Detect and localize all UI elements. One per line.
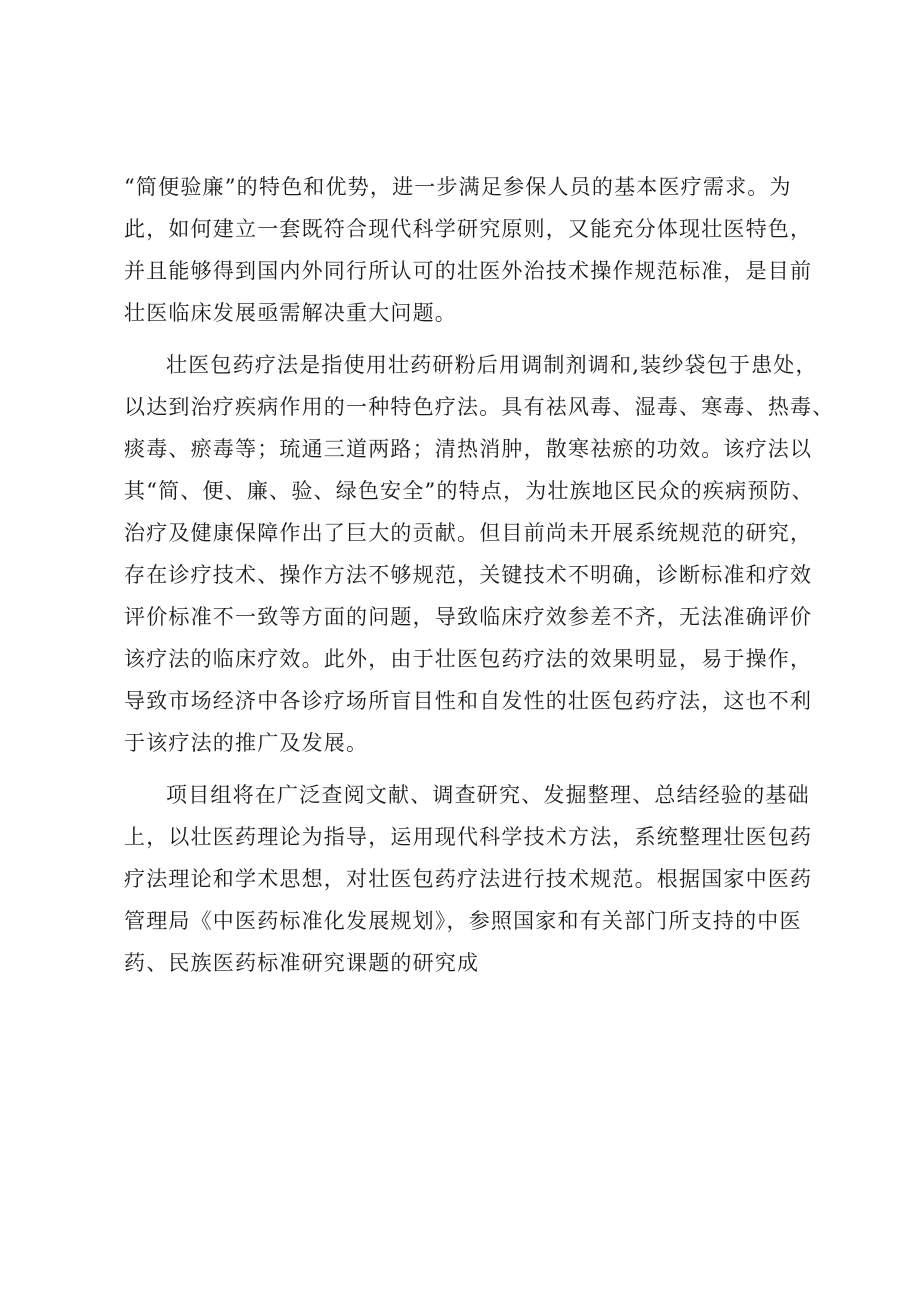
text-line: 管理局《中医药标准化发展规划》，参照国家和有关部门所支持的中医 — [124, 909, 802, 933]
text-line: “简便验廉”的特色和优势，进一步满足参保人员的基本医疗需求。为 — [124, 175, 792, 199]
text-line: 此，如何建立一套既符合现代科学研究原则，又能充分体现壮医特色， — [124, 217, 813, 241]
text-line: 药、民族医药标准研究课题的研究成 — [124, 951, 480, 975]
text-line: 于该疗法的推广及发展。 — [124, 731, 369, 755]
text-line: 项目组将在广泛查阅文献、调查研究、发掘整理、总结经验的基础 — [166, 783, 810, 807]
text-line: 治疗及健康保障作出了巨大的贡献。但目前尚未开展系统规范的研究， — [124, 521, 813, 545]
text-line: 壮医包药疗法是指使用壮药研粉后用调制剂调和,装纱袋包于患处， — [166, 353, 818, 377]
text-line: 壮医临床发展亟需解决重大问题。 — [124, 301, 457, 325]
text-line: 以达到治疗疾病作用的一种特色疗法。具有祛风毒、湿毒、寒毒、热毒、 — [124, 395, 835, 419]
paragraph-3 — [124, 774, 854, 984]
paragraph-spacer — [124, 764, 854, 774]
paragraph-1 — [124, 166, 854, 334]
text-line: 并且能够得到国内外同行所认可的壮医外治技术操作规范标准，是目前 — [124, 259, 813, 283]
text-line: 上，以壮医药理论为指导，运用现代科学技术方法，系统整理壮医包药 — [124, 825, 813, 849]
text-line: 痰毒、瘀毒等；琉通三道两路；清热消肿，散寒祛瘀的功效。该疗法以 — [124, 437, 813, 461]
text-line: 疗法理论和学术思想，对壮医包药疗法进行技术规范。根据国家中医药 — [124, 867, 813, 891]
text-line: 导致市场经济中各诊疗场所盲目性和自发性的壮医包药疗法，这也不利 — [124, 689, 813, 713]
body-text — [124, 166, 854, 984]
text-line: 评价标准不一致等方面的问题，导致临床疗效参差不齐，无法准确评价 — [124, 605, 813, 629]
paragraph-2 — [124, 344, 854, 764]
text-line: 该疗法的临床疗效。此外，由于壮医包药疗法的效果明显，易于操作， — [124, 647, 813, 671]
text-line: 其“简、便、廉、验、绿色安全”的特点，为壮族地区民众的疾病预防、 — [124, 479, 814, 503]
text-line: 存在诊疗技术、操作方法不够规范，关键技术不明确，诊断标准和疗效 — [124, 563, 813, 587]
paragraph-spacer — [124, 334, 854, 344]
